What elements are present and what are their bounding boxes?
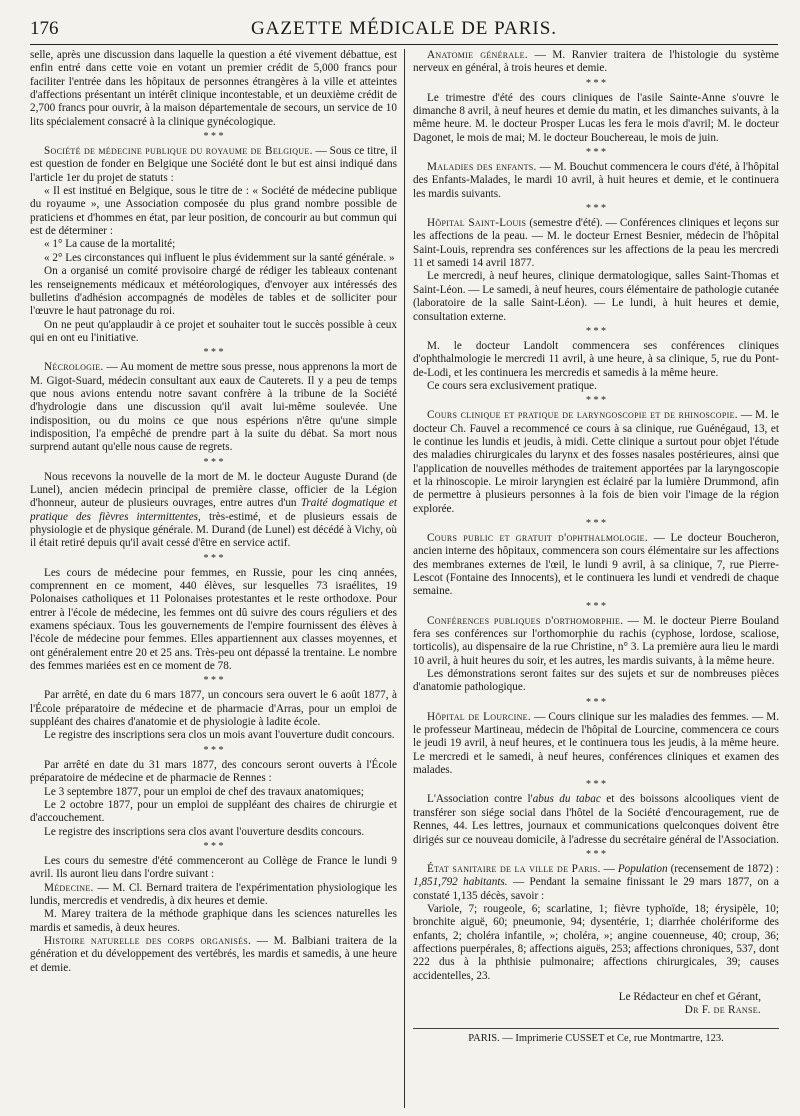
paragraph: Le 3 septembre 1877, pour un emploi de chef des travaux anatomiques; <box>44 785 364 798</box>
emphasis: 1,851,792 habitants. <box>413 876 508 889</box>
section-heading: Conférences publiques d'orthomorphie. <box>427 614 624 627</box>
section-separator: * * * <box>203 456 224 468</box>
paragraph: « 1° La cause de la mortalité; <box>44 238 176 251</box>
paragraph: On a organisé un comité provisoire chargé de rédiger les tableaux contenant les renseignements médicaux et météorologiques, d'envoyer aux intéressés des bulletins d'adhésion accompagnés de modèles de tables et de solliciter pour l'œuvre le haut patronage du roi. <box>30 265 397 318</box>
paragraph-text: et des boissons alcooliques vient de transférer son siége social dans l'hôtel de la Société d'encouragement, rue de Rennes, 44. Les lettres, journaux et communications quelconques doivent être dirigés sur ce nouveau domicile, à l'adresse du secrétaire général de l'Association. <box>413 793 779 846</box>
paragraph-text: — M. Balbiani traitera de la génération et du développement des vertébrés, les mardis et samedis, à une heure et demie. <box>30 934 397 974</box>
paragraph-text: — M. Cl. Bernard traitera de l'expérimentation physiologique les lundis, mercredis et vendredis, à dix heures et demie. <box>30 881 397 907</box>
section-heading: Hôpital Saint-Louis <box>427 217 527 230</box>
emphasis: Population <box>617 862 668 875</box>
paragraph: M. le docteur Landolt commencera ses conférences cliniques d'ophthalmologie le mercredi 11 avril, à une heure, à sa clinique, 5, rue du Pont-de-Lodi, et les continuera les mercredis et samedis à la même heure. <box>413 339 779 379</box>
section-heading: État sanitaire de la ville de Paris. <box>427 862 601 875</box>
paragraph <box>30 882 397 909</box>
paragraph-text: L'Association contre l' <box>427 793 533 806</box>
section-separator: * * * <box>586 779 606 791</box>
section-heading: Histoire naturelle des corps organisés. <box>44 934 252 947</box>
section-separator: * * * <box>203 675 224 687</box>
section-heading: Nécrologie. <box>44 361 104 374</box>
paragraph <box>30 935 397 975</box>
paragraph-text: — Pendant la semaine finissant le 29 mars 1877, on a constaté 1,135 décès, savoir : <box>413 876 779 902</box>
section-separator: * * * <box>586 203 606 215</box>
paragraph-text: — Sous ce titre, il est question de fonder en Belgique une Société dont le but est ainsi indiqué dans l'article 1er du projet de statuts : <box>30 145 397 184</box>
section-heading: Anatomie générale. <box>427 49 528 61</box>
printer-imprint: PARIS. — Imprimerie CUSSET et Ce, rue Montmartre, 123. <box>413 1028 779 1045</box>
section-separator: * * * <box>203 744 224 756</box>
paragraph: « 2° Les circonstances qui influent le plus évidemment sur la santé générale. » <box>44 251 395 264</box>
paragraph-text: — M. le docteur Pierre Bouland fera ses conférences sur l'orthomorphie du rachis (cyphose, lordose, scaliose, torticolis), au dispensaire de la rue Christine, n° 3. La première aura lieu le mardi 10 avril, à huit heures du soir, et les autres, les mardis suivants, à la même heure. <box>413 614 779 667</box>
paragraph-text: , très-estimé, et de plusieurs essais de physiologie et de physique générale. M. Durand (de Lunel) est décédé à Vichy, où il était retiré depuis qu'il avait cessé d'être en service actif. <box>30 510 397 550</box>
page-header <box>30 14 778 45</box>
paragraph: Le registre des inscriptions sera clos un mois avant l'ouverture dudit concours. <box>44 729 395 742</box>
paragraph-text: — Cours clinique sur les maladies des femmes. — M. le professeur Martineau, médecin de l'hôpital de Lourcine, commencera ce cours le jeudi 19 avril, à neuf heures, et le continuera tous les jeudis, à la même heure. Le mercredi et le samedi, à neuf heures, conférences cliniques et examen des malades. <box>413 710 779 777</box>
signature-block <box>413 991 779 1018</box>
book-title: Traité dogmatique et pratique des fièvres intermittentes <box>30 497 397 523</box>
paragraph: On ne peut qu'applaudir à ce projet et souhaiter tout le succès possible à ceux qui en ont eu l'initiative. <box>30 318 397 344</box>
paragraph <box>30 361 397 454</box>
section-heading: Hôpital de Lourcine. <box>427 710 531 723</box>
paragraph <box>30 471 397 551</box>
section-heading: Société de médecine publique du royaume de Belgique. <box>44 145 313 158</box>
emphasis: abus du tabac <box>532 793 601 806</box>
paragraph: Les démonstrations seront faites sur des sujets et sur de nombreuses pièces d'anatomie pathologique. <box>413 668 779 694</box>
paragraph-text: — M. Ranvier traitera de l'histologie du système nerveux en général, à trois heures et demie. <box>413 49 779 75</box>
section-heading: Médecine. <box>44 881 94 894</box>
paragraph <box>413 793 779 846</box>
section-separator: * * * <box>203 131 224 143</box>
paragraph: Variole, 7; rougeole, 6; scarlatine, 1; fièvre typhoïde, 18; érysipèle, 10; bronchite aiguë, 60; pneumonie, 94; dysentérie, 1; diarrhée cholériforme des enfants, 2; choléra infantile, »; choléra, »; angine couenneuse, 40; croup, 36; affections puerpérales, 8; affections aiguës, 253; affections chroniques, 537, dont 222 dus à la phthisie pulmonaire; affections chirurgicales, 39; causes accidentelles, 23. <box>413 902 779 982</box>
paragraph <box>30 145 397 185</box>
paragraph: Par arrêté, en date du 6 mars 1877, un concours sera ouvert le 6 août 1877, à l'École préparatoire de médecine et de pharmacie d'Arras, pour un emploi de suppléant des chaires d'anatomie et de physiologie à ladite école. <box>30 689 397 729</box>
page-number: 176 <box>30 18 59 39</box>
paragraph: Le trimestre d'été des cours cliniques de l'asile Sainte-Anne s'ouvre le dimanche 8 avril, à neuf heures et demie du matin, et les dimanches suivants, à la même heure. M. le docteur Prosper Lucas les fera le mois d'avril; M. le docteur Dagonet, le mois de mai; M. le docteur Bouchereau, le mois de juin. <box>413 91 779 144</box>
section-separator: * * * <box>586 517 606 529</box>
paragraph-text: — Au moment de mettre sous presse, nous apprenons la mort de M. Gigot-Suard, médecin consultant aux eaux de Cauterets. Il y a peu de temps que nous avions entendu notre savant confrère à la tribune de la Société d'hydrologie dans une discussion qu'il avait lui-même soulevée. Une indisposition, ou du moins ce que nous espérions n'être qu'une simple indisposition, l'a empêché de prendre part à la suite du débat. Sa mort nous surprend autant qu'elle nous cause de regrets. <box>30 361 397 454</box>
paragraph: Par arrêté en date du 31 mars 1877, des concours seront ouverts à l'École préparatoire de médecine et de pharmacie de Rennes : <box>30 758 397 785</box>
paragraph: Ce cours sera exclusivement pratique. <box>427 379 597 392</box>
paragraph <box>413 49 779 76</box>
paragraph: « Il est institué en Belgique, sous le titre de : « Société de médecine publique du royaume », une Association composée du plus grand nombre possible de praticiens et d'hommes en état, par leur position, de concourir au but commun qui est de déterminer : <box>30 185 397 238</box>
left-column <box>30 49 397 1110</box>
paragraph: Le registre des inscriptions sera clos avant l'ouverture desdits concours. <box>44 825 365 838</box>
paragraph: Les cours de médecine pour femmes, en Russie, pour les cinq années, comprennent en ce moment, 440 élèves, sur lesquelles 73 israélites, 19 Polonaises catholiques et 11 Polonaises protestantes et le reste orthodoxe. Pour entrer à l'école de médecine, les femmes ont dû suivre des cours réguliers et des examens spéciaux. Tous les gouvernements de l'empire fournissent des élèves à l'école de médecine pour femmes. Elles appartiennent aux classes moyennes, et ont généralement entre 20 et 25 ans. Très-peu ont dépassé la trentaine. Le nombre des femmes mariées est en ce moment de 78. <box>30 566 397 673</box>
paragraph <box>413 161 779 201</box>
section-separator: * * * <box>203 347 224 359</box>
column-divider <box>404 49 405 1108</box>
paragraph <box>413 615 779 668</box>
signature-line: Le Rédacteur en chef et Gérant, <box>618 990 761 1003</box>
section-separator: * * * <box>586 395 606 407</box>
paragraph <box>413 711 779 778</box>
paragraph <box>413 409 779 516</box>
paragraph-text: — Le docteur Boucheron, ancien interne des hôpitaux, commencera son cours élémentaire sur les affections des membranes externes de l'œil, le lundi 9 avril, à sa clinique, 7, rue Pierre-Lescot (Fontaine des Innocents), et le continuera les lundi et vendredi de chaque semaine. <box>413 531 779 598</box>
section-separator: * * * <box>586 325 606 337</box>
paragraph-text: Nous recevons la nouvelle de la mort de M. le docteur Auguste Durand (de Lunel), ancien médecin principal de première classe, officier de la Légion d'honneur, auteur de plusieurs ouvrages, entre autres d'un <box>30 470 397 510</box>
section-separator: * * * <box>586 147 606 159</box>
paragraph-text: (semestre d'été). — Conférences cliniques et leçons sur les affections de la peau. — M. le docteur Ernest Besnier, médecin de l'hôpital Saint-Louis, reprendra ses conférences sur les affections de la peau les mercredi 11 et samedi 14 avril 1877. <box>413 217 779 270</box>
signature-name: Dr F. de Ranse. <box>684 1004 761 1017</box>
section-separator: * * * <box>586 848 606 860</box>
paragraph-text: — M. Bouchut commencera le cours d'été, à l'hôpital des Enfants-Malades, le mardi 10 avril, à huit heures et demie, et le continuera les mardis suivants. <box>413 161 779 200</box>
section-heading: Cours public et gratuit d'ophthalmologie. <box>427 531 648 544</box>
paragraph: État sanitaire de la ville de Paris. — Population (recensement de 1872) : 1,851,792 habitants. — Pendant la semaine finissant le 29 mars 1877, on a constaté 1,135 décès, savoir : <box>413 862 779 902</box>
right-column <box>413 49 779 1110</box>
paragraph: selle, après une discussion dans laquelle la question a été vivement débattue, est enfin entré dans cette voie en votant un premier crédit de 5,000 francs pour faciliter l'entrée dans les hôpitaux de personnes étrangères à la ville et atteintes d'affections présentant un intérêt clinique incontestable, et un deuxième crédit de 2,700 francs pour ouvrir, à la maison départementale de secours, un service de 10 lits spécialement consacré à la clinique gynécologique. <box>30 49 397 128</box>
section-separator: * * * <box>203 840 224 852</box>
section-separator: * * * <box>586 696 606 708</box>
section-separator: * * * <box>586 600 606 612</box>
paragraph-text: (recensement de 1872) : <box>667 862 779 875</box>
section-separator: * * * <box>203 552 224 564</box>
paragraph: M. Marey traitera de la méthode graphique dans les sciences naturelles les mardis et samedis, à deux heures. <box>30 908 397 934</box>
paragraph <box>413 217 779 270</box>
paragraph-text: — M. le docteur Ch. Fauvel a recommencé ce cours à sa clinique, rue Guénégaud, 13, et le continue les lundis et jeudis, à midi. Cette clinique a surtout pour objet l'étude des maladies chirurgicales du larynx et des fosses nasales postérieures, ainsi que l'application de nouvelles méthodes de traitement apportées par la laryngoscopie et la rhinoscopie. Le miroir laryngien est éclairé par la lumière Drummond, afin de permettre à plusieurs personnes à la fois de bien voir l'image de la région explorée. <box>413 409 779 515</box>
journal-title: GAZETTE MÉDICALE DE PARIS. <box>250 18 558 39</box>
paragraph: Les cours du semestre d'été commenceront au Collège de France le lundi 9 avril. Ils auront lieu dans l'ordre suivant : <box>30 854 397 881</box>
paragraph: Le mercredi, à neuf heures, clinique dermatologique, salles Saint-Thomas et Saint-Léon. — Le samedi, à neuf heures, cours élémentaire de pathologie cutanée (laboratoire de la salle Saint-Léon). — Le lundi, à huit heures et demie, consultation externe. <box>413 270 779 323</box>
section-heading: Cours clinique et pratique de laryngoscopie et de rhinoscopie. <box>427 409 738 422</box>
paragraph <box>413 532 779 599</box>
section-heading: Maladies des enfants. <box>427 161 537 174</box>
paragraph: Le 2 octobre 1877, pour un emploi de suppléant des chaires de chirurgie et d'accouchement. <box>30 798 397 825</box>
section-separator: * * * <box>586 77 606 89</box>
